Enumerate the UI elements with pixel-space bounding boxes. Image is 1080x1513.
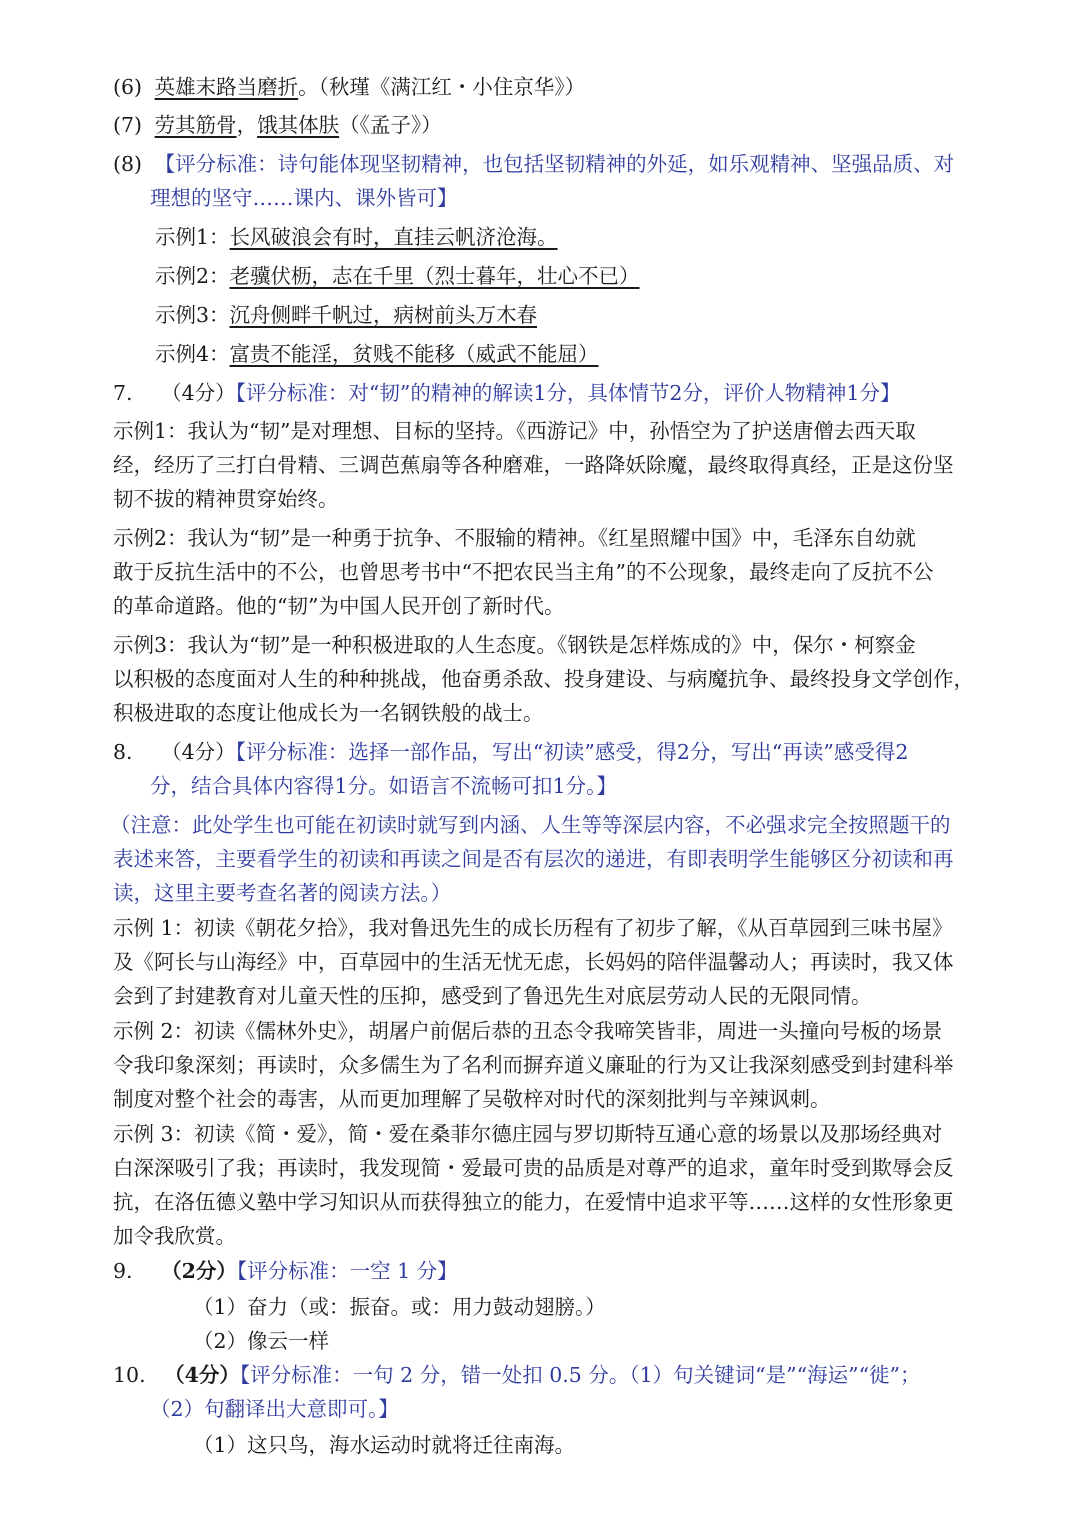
example-label: 示例4： bbox=[155, 342, 230, 366]
answer-6 bbox=[113, 70, 585, 104]
example-line bbox=[155, 220, 558, 254]
paragraph-line: 示例1：我认为“韧”是对理想、目标的坚持。《西游记》中，孙悟空为了护送唐僧去西天取 bbox=[113, 419, 916, 443]
item-10-header bbox=[113, 1358, 921, 1392]
answer-line: （1）奋力（或：振奋。或：用力鼓动翅膀。） bbox=[193, 1295, 606, 1319]
paragraph-line: 敢于反抗生活中的不公，也曾思考书中“不把农民当主角”的不公现象，最终走向了反抗不公 bbox=[113, 560, 934, 584]
paragraph-line: 抗，在洛伍德义塾中学习知识从而获得独立的能力，在爱情中追求平等……这样的女性形象更 bbox=[113, 1190, 954, 1214]
paragraph-line: 及《阿长与山海经》中，百草园中的生活无忧无虑，长妈妈的陪伴温馨动人；再读时，我又体 bbox=[113, 950, 954, 974]
scoring-criteria: 【评分标准：对“韧”的精神的解读1分，具体情节2分，评价人物精神1分】 bbox=[235, 381, 901, 405]
scoring-criteria-cont: 分，结合具体内容得1分。如语言不流畅可扣1分。】 bbox=[150, 774, 617, 798]
paragraph-line: 加令我欣赏。 bbox=[113, 1224, 236, 1248]
example-text: 沉舟侧畔千帆过，病树前头万木春 bbox=[229, 303, 538, 327]
paragraph-line: 韧不拔的精神贯穿始终。 bbox=[113, 487, 339, 511]
paragraph-line: 经，经历了三打白骨精、三调芭蕉扇等各种磨难，一路降妖除魔，最终取得真经，正是这份坚 bbox=[113, 453, 954, 477]
answer-7-poem bbox=[113, 108, 442, 142]
answer-text: 英雄末路当磨折 bbox=[154, 75, 299, 99]
paragraph-line: 示例 1：初读《朝花夕拾》，我对鲁迅先生的成长历程有了初步了解，《从百草园到三味书屋》 bbox=[113, 916, 953, 940]
item-score: （4分） bbox=[164, 1363, 240, 1387]
paragraph-line: 白深深吸引了我；再读时，我发现简・爱最可贵的品质是对尊严的追求，童年时受到欺辱会反 bbox=[113, 1156, 954, 1180]
example-label: 示例1： bbox=[155, 225, 230, 249]
example-label: 示例2： bbox=[155, 264, 230, 288]
item-7-header bbox=[113, 376, 900, 410]
item-8-header bbox=[113, 735, 908, 769]
answer-text: 饿其体肤 bbox=[257, 113, 340, 137]
paragraph-line: 制度对整个社会的毒害，从而更加理解了吴敬梓对时代的深刻批判与辛辣讽刺。 bbox=[113, 1087, 831, 1111]
item-number: 10. bbox=[113, 1363, 146, 1387]
answer-text: 劳其筋骨 bbox=[154, 113, 237, 137]
paragraph-line: 令我印象深刻；再读时，众多儒生为了名利而摒弃道义廉耻的行为又让我深刻感受到封建科举 bbox=[113, 1053, 954, 1077]
answer-line: （2）像云一样 bbox=[193, 1329, 330, 1353]
note-line: 读，这里主要考查名著的阅读方法。） bbox=[113, 881, 452, 905]
comma: ， bbox=[236, 113, 258, 137]
scoring-criteria: 【评分标准：一句 2 分，错一处扣 0.5 分。（1）句关键词“是”“海运”“徙”； bbox=[239, 1363, 921, 1387]
paragraph-line: 示例3：我认为“韧”是一种积极进取的人生态度。《钢铁是怎样炼成的》中，保尔・柯察金 bbox=[113, 633, 916, 657]
example-line bbox=[155, 259, 640, 293]
scoring-criteria: 【评分标准：选择一部作品，写出“初读”感受，得2分，写出“再读”感受得2 bbox=[235, 740, 909, 764]
paragraph-line: 示例2：我认为“韧”是一种勇于抗争、不服输的精神。《红星照耀中国》中，毛泽东自幼就 bbox=[113, 526, 916, 550]
answer-source: （《孟子》） bbox=[339, 113, 442, 137]
example-text: 长风破浪会有时，直挂云帆济沧海。 bbox=[229, 225, 558, 249]
paragraph-line: 示例 3：初读《简・爱》，简・爱在桑菲尔德庄园与罗切斯特互通心意的场景以及那场经典对 bbox=[113, 1122, 943, 1146]
paragraph-line: 的革命道路。他的“韧”为中国人民开创了新时代。 bbox=[113, 594, 565, 618]
scoring-criteria-cont: 理想的坚守……课内、课外皆可】 bbox=[150, 186, 458, 210]
answer-number: (7) bbox=[113, 113, 143, 137]
paragraph-line: 示例 2：初读《儒林外史》，胡屠户前倨后恭的丑态令我啼笑皆非，周进一头撞向号板的场景 bbox=[113, 1019, 943, 1043]
item-9-header bbox=[113, 1254, 458, 1288]
scoring-criteria: 【评分标准：一空 1 分】 bbox=[236, 1259, 458, 1283]
example-line bbox=[155, 337, 599, 371]
example-line bbox=[155, 298, 537, 332]
paragraph-line: 以积极的态度面对人生的种种挑战，他奋勇杀敌、投身建设、与病魔抗争、最终投身文学创作， bbox=[113, 667, 974, 691]
paragraph-line: 积极进取的态度让他成长为一名钢铁般的战士。 bbox=[113, 701, 544, 725]
example-text: 富贵不能淫，贫贱不能移（威武不能屈） bbox=[229, 342, 599, 366]
scoring-criteria: 【评分标准：诗句能体现坚韧精神，也包括坚韧精神的外延，如乐观精神、坚强品质、对 bbox=[154, 152, 955, 176]
note-line: 表述来答，主要看学生的初读和再读之间是否有层次的递进，有即表明学生能够区分初读和再 bbox=[113, 847, 954, 871]
item-number: 8. bbox=[113, 740, 133, 764]
item-number: 9. bbox=[113, 1259, 133, 1283]
scoring-criteria-cont: （2）句翻译出大意即可。】 bbox=[150, 1397, 399, 1421]
item-score: （4分） bbox=[161, 740, 236, 764]
example-label: 示例3： bbox=[155, 303, 230, 327]
answer-number: (8) bbox=[113, 152, 143, 176]
item-number: 7. bbox=[113, 381, 133, 405]
answer-number: (6) bbox=[113, 75, 143, 99]
item-score: （4分） bbox=[161, 381, 236, 405]
answer-source: 。（秋瑾《满江红・小住京华》） bbox=[298, 75, 586, 99]
answer-line: （1）这只鸟，海水运动时就将迁往南海。 bbox=[193, 1433, 576, 1457]
answer-8-criteria bbox=[113, 147, 954, 181]
example-text: 老骥伏枥，志在千里（烈士暮年，壮心不已） bbox=[229, 264, 640, 288]
note-line: （注意：此处学生也可能在初读时就写到内涵、人生等等深层内容，不必强求完全按照题干的 bbox=[110, 813, 951, 837]
item-score: （2分） bbox=[161, 1259, 237, 1283]
paragraph-line: 会到了封建教育对儿童天性的压抑，感受到了鲁迅先生对底层劳动人民的无限同情。 bbox=[113, 984, 872, 1008]
